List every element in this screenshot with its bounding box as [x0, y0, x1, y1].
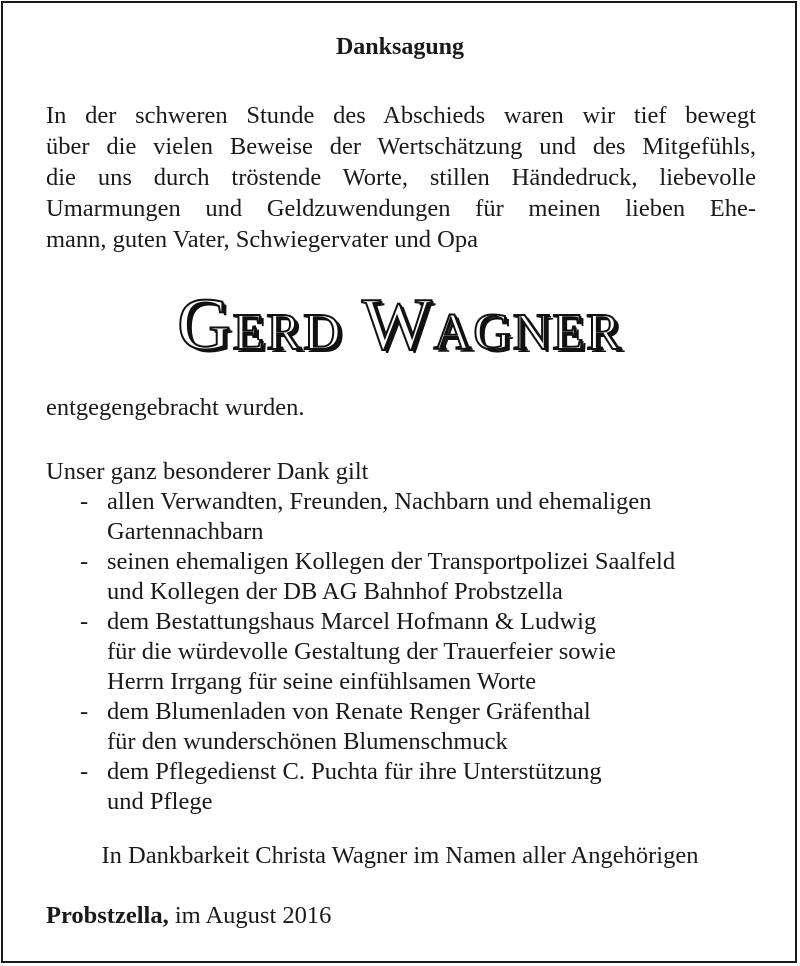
bullet-dash: - — [80, 548, 89, 575]
place-date — [46, 900, 331, 931]
bullet-dash: - — [80, 608, 89, 635]
list-item-line: dem Blumenladen von Renate Renger Gräfenthal — [107, 698, 591, 725]
list-item-line: dem Bestattungshaus Marcel Hofmann & Ludwig — [107, 608, 597, 635]
list-item-line: Gartennachbarn — [107, 518, 264, 545]
deceased-name: Gerd Wagner — [177, 284, 623, 366]
intro-paragraph — [46, 100, 756, 255]
list-item-line: und Kollegen der DB AG Bahnhof Probstzella — [107, 578, 563, 605]
list-item-line: für die würdevolle Gestaltung der Trauerfeier sowie — [107, 638, 616, 665]
list-item-line: dem Pflegedienst C. Puchta für ihre Unterstützung — [107, 758, 602, 785]
thanks-list — [80, 487, 770, 817]
date-text: im August 2016 — [174, 902, 332, 929]
bullet-dash: - — [80, 488, 89, 515]
list-item-line: Herrn Irrgang für seine einfühlsamen Worte — [107, 668, 537, 695]
intro-line: Umarmungen und Geldzuwendungen für meinen lieben Ehe- — [46, 195, 756, 222]
list-item — [80, 757, 770, 817]
place-name: Probstzella, — [46, 902, 169, 929]
list-item — [80, 607, 770, 697]
notice-title: Danksagung — [335, 34, 465, 60]
list-item — [80, 547, 770, 607]
list-item-line: allen Verwandten, Freunden, Nachbarn und ehemaligen — [107, 488, 652, 515]
list-item-line: für den wunderschönen Blumenschmuck — [107, 728, 508, 755]
list-item — [80, 487, 770, 547]
bullet-dash: - — [80, 698, 89, 725]
bullet-dash: - — [80, 758, 89, 785]
closing-signature: In Dankbarkeit Christa Wagner im Namen aller Angehörigen — [101, 842, 699, 869]
intro-line: In der schweren Stunde des Abschieds waren wir tief bewegt — [46, 102, 756, 129]
intro-line: die uns durch tröstende Worte, stillen Händedruck, liebevolle — [46, 164, 756, 191]
intro-line: über die vielen Beweise der Wertschätzung und des Mitgefühls, — [46, 133, 756, 160]
list-item-line: seinen ehemaligen Kollegen der Transportpolizei Saalfeld — [107, 548, 676, 575]
list-item-line: und Pflege — [107, 788, 213, 815]
intro-line: mann, guten Vater, Schwiegervater und Opa — [46, 226, 478, 253]
thanks-intro: Unser ganz besonderer Dank gilt — [46, 458, 369, 485]
after-name-text: entgegengebracht wurden. — [46, 394, 305, 421]
list-item — [80, 697, 770, 757]
